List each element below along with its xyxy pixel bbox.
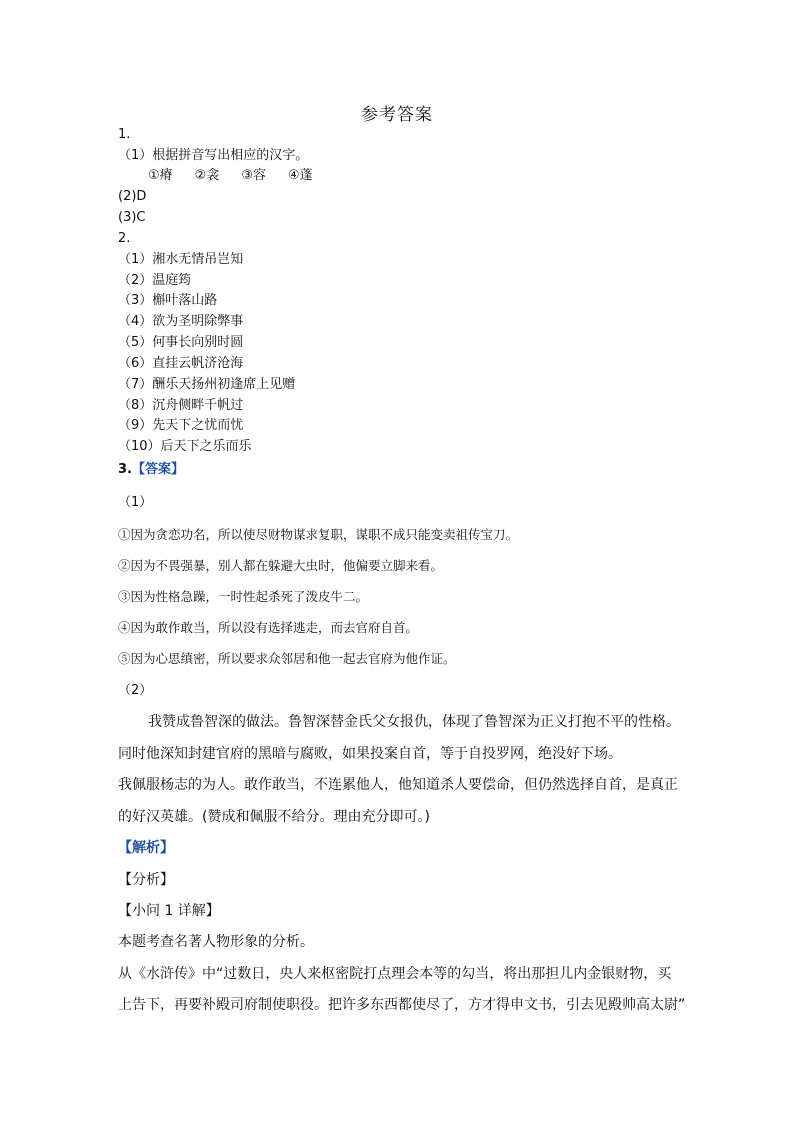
q2-answer-8: （8）沉舟侧畔千帆过 <box>118 398 244 413</box>
q3-reason-3: ③因为性格急躁，一时性起杀死了泼皮牛二。 <box>118 589 369 604</box>
q1-answer-2: ②衾 <box>194 168 220 183</box>
essay-line-4: 的好汉英雄。(赞成和佩服不给分。理由充分即可。) <box>118 809 430 825</box>
q2-answer-2: （2）温庭筠 <box>118 273 192 288</box>
q1-part1-label: （1）根据拼音写出相应的汉字。 <box>118 148 309 163</box>
analysis-line-1: 本题考查名著人物形象的分析。 <box>118 934 314 950</box>
q3-reason-5: ⑤因为心思缜密，所以要求众邻居和他一起去官府为他作证。 <box>118 651 456 666</box>
q2-answer-7: （7）酬乐天扬州初逢席上见赠 <box>118 377 296 392</box>
sub1-tag: 【小问 1 详解】 <box>118 903 220 919</box>
q1-part3: (3)C <box>118 210 146 225</box>
fenxi-tag: 【分析】 <box>118 872 174 888</box>
answer-tag: 【答案】 <box>131 462 184 477</box>
q1-number: 1. <box>118 127 131 142</box>
q2-answer-6: （6）直挂云帆济沧海 <box>118 356 244 371</box>
q2-answer-10: （10）后天下之乐而乐 <box>118 439 252 454</box>
jiexi-tag: 【解析】 <box>118 840 174 856</box>
q3-part1-label: （1） <box>118 495 153 510</box>
page-title: 参考答案 <box>361 105 433 125</box>
q1-answer-1: ①瘠 <box>148 168 173 183</box>
q2-answer-3: （3）槲叶落山路 <box>118 293 218 308</box>
q2-answer-1: （1）湘水无情吊岂知 <box>118 252 244 267</box>
q3-header <box>118 462 184 478</box>
q2-answer-9: （9）先天下之忧而忧 <box>118 418 244 433</box>
q3-reason-2: ②因为不畏强暴，别人都在躲避大虫时，他偏要立脚来看。 <box>118 558 444 573</box>
q2-answer-4: （4）欲为圣明除弊事 <box>118 314 244 329</box>
q1-part2: (2)D <box>118 189 147 204</box>
q1-part1-answers <box>148 168 313 184</box>
q2-number: 2. <box>118 231 131 246</box>
q1-answer-3: ③容 <box>241 168 266 183</box>
analysis-line-3: 上告下，再要补殿司府制使职役。把许多东西都使尽了，方才得申文书，引去见殿帅高太尉” <box>118 997 686 1013</box>
essay-line-2: 同时他深知封建官府的黑暗与腐败，如果投案自首，等于自投罗网，绝没好下场。 <box>118 746 622 762</box>
analysis-line-2: 从《水浒传》中“过数日，央人来枢密院打点理会本等的勾当，将出那担儿内金银财物，买 <box>118 966 672 982</box>
essay-line-3: 我佩服杨志的为人。敢作敢当，不连累他人，他知道杀人要偿命，但仍然选择自首，是真正 <box>118 777 678 793</box>
q1-answer-4: ④蓬 <box>287 168 313 183</box>
essay-line-1: 我赞成鲁智深的做法。鲁智深替金氏父女报仇，体现了鲁智深为正义打抱不平的性格。 <box>148 714 680 730</box>
q3-reason-4: ④因为敢作敢当，所以没有选择逃走，而去官府自首。 <box>118 620 419 635</box>
q3-reason-1: ①因为贪恋功名，所以使尽财物谋求复职，谋职不成只能变卖祖传宝刀。 <box>118 527 519 542</box>
q3-part2-label: （2） <box>118 683 153 698</box>
q2-answer-5: （5）何事长向别时圆 <box>118 335 244 350</box>
q3-number: 3. <box>118 462 132 477</box>
